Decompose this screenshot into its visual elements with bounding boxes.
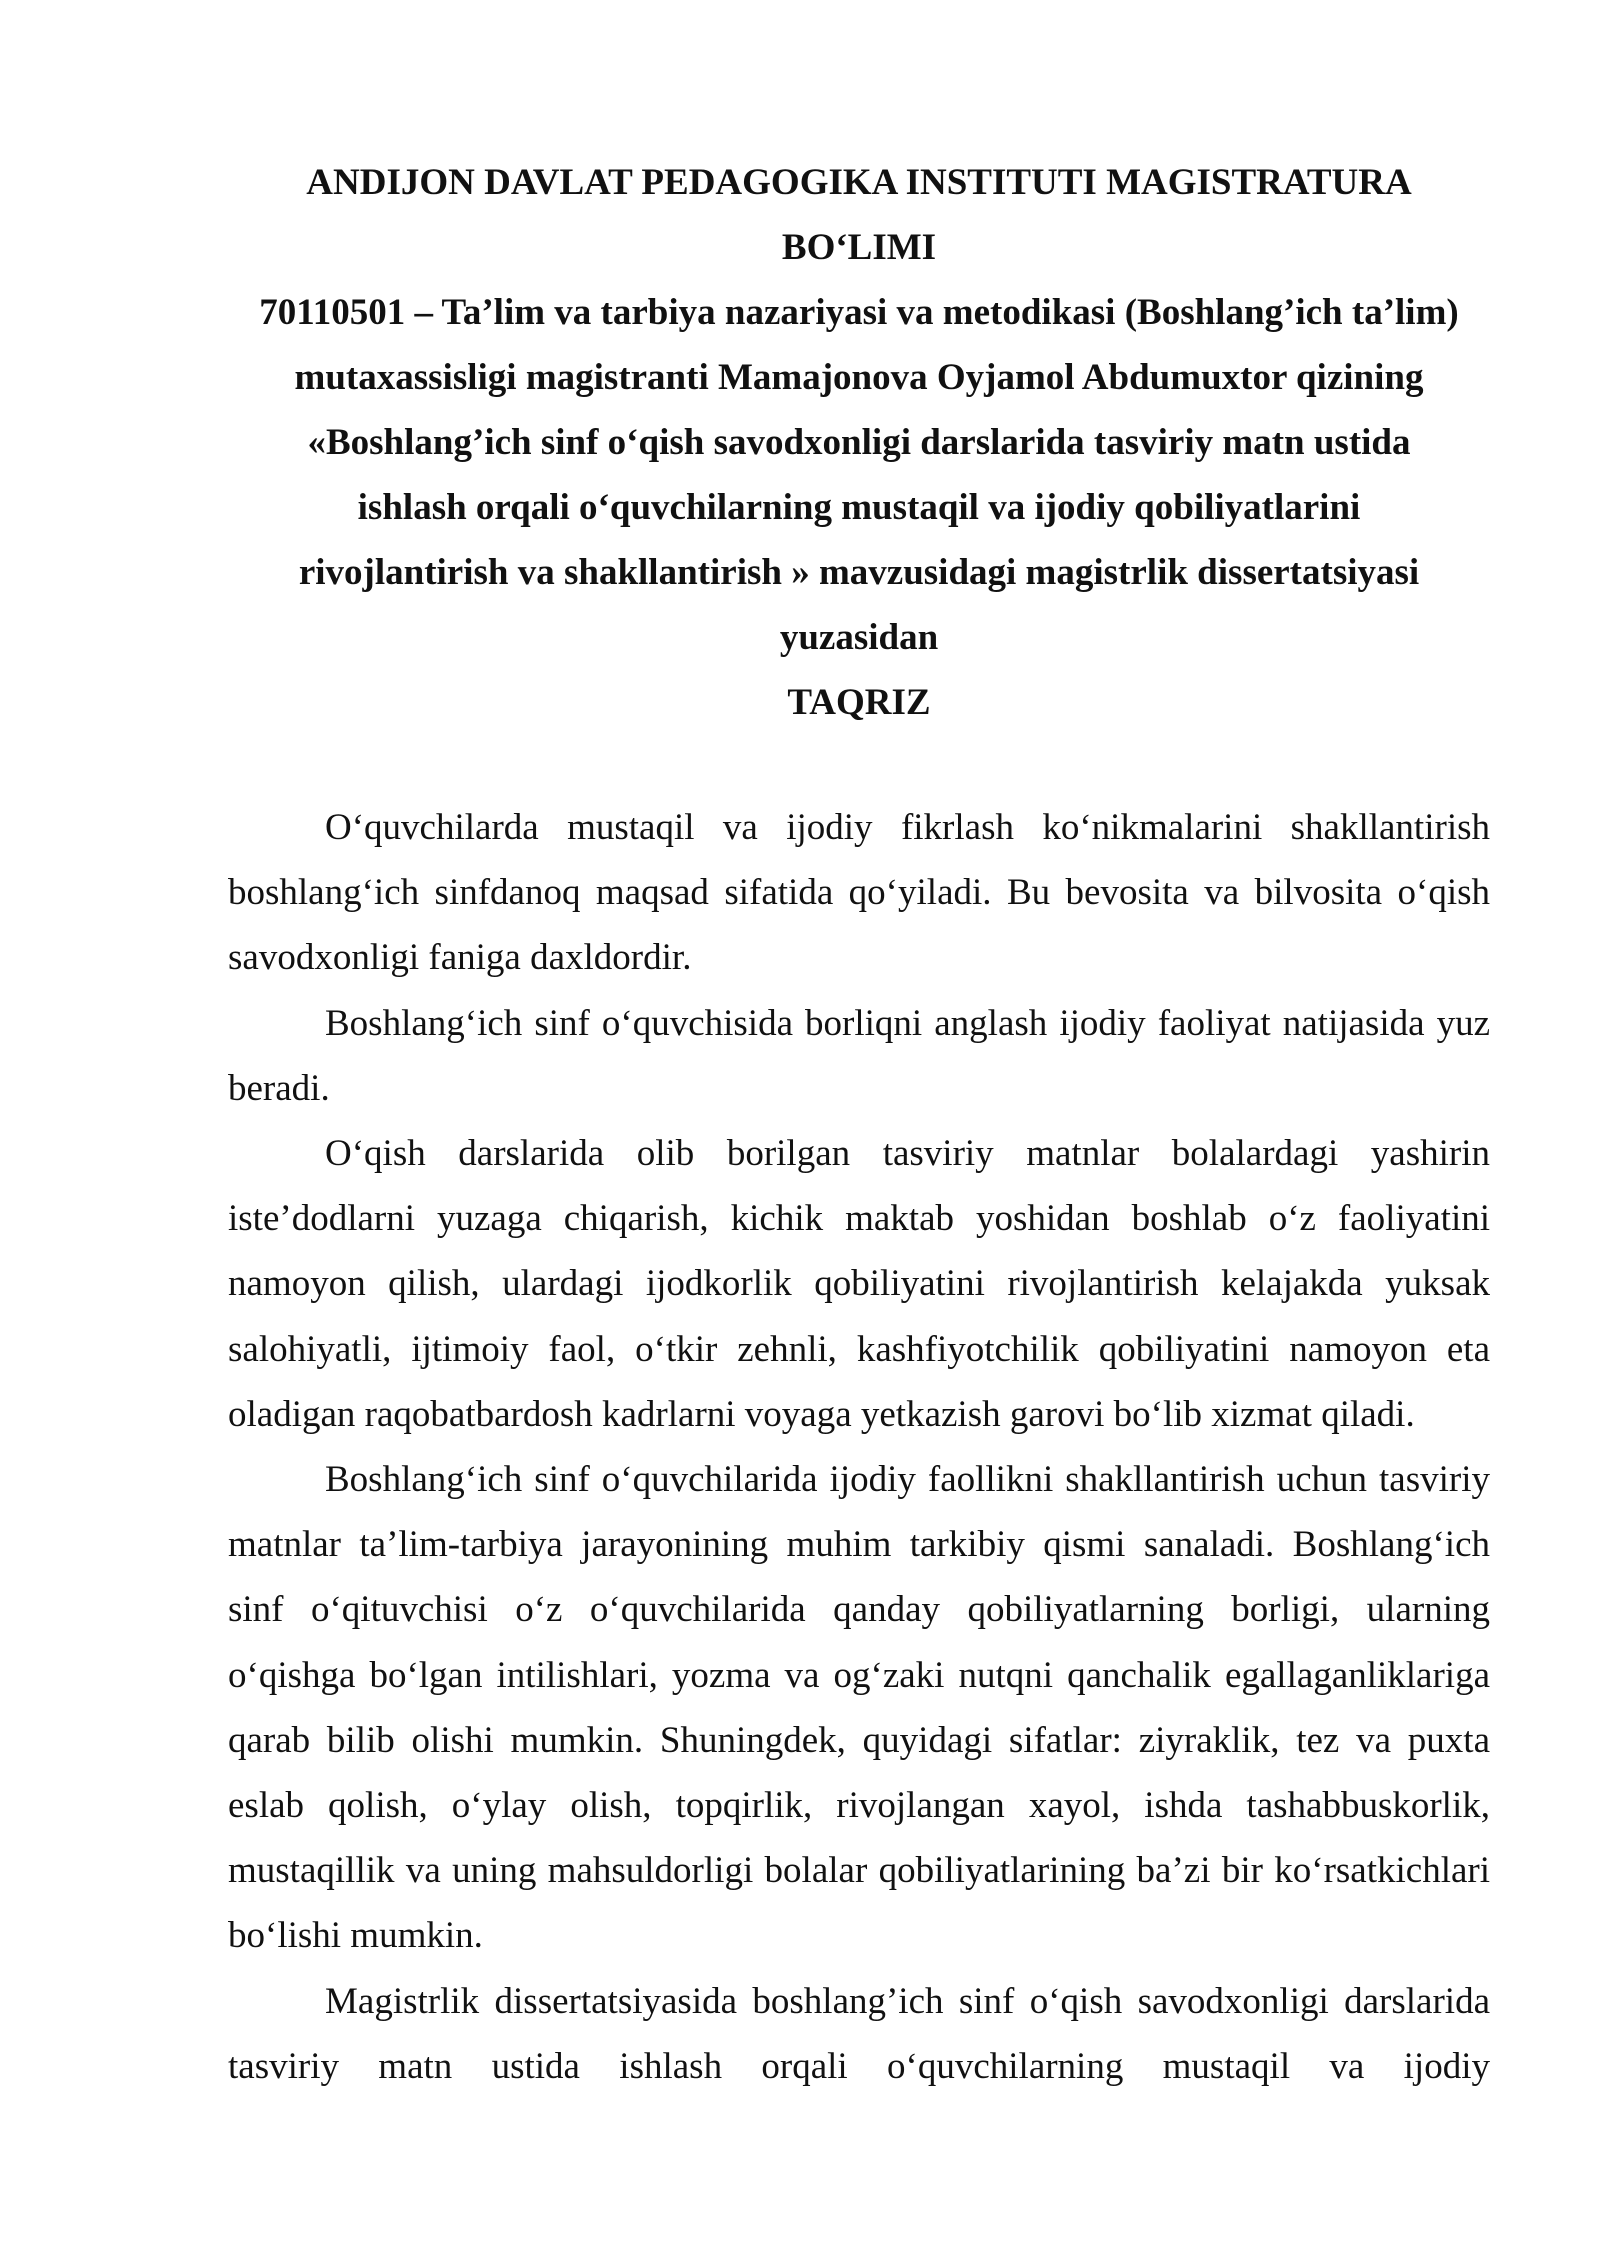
heading-line: 70110501 – Ta’lim va tarbiya nazariyasi va metodikasi (Boshlang’ich ta’lim)	[259, 292, 1459, 333]
document-heading	[228, 150, 1490, 670]
body-paragraph: Boshlang‘ich sinf o‘quvchilarida ijodiy faollikni shakllantirish uchun tasviriy matnlar ta’lim-tarbiya jarayonining muhim tarkibiy qismi sanaladi. Boshlang‘ich sinf o‘qituvchisi o‘z o‘quvchilarida qanday qobiliyatlarning borligi, ularning o‘qishga bo‘lgan intilishlari, yozma va og‘zaki nutqni qanchalik egallaganliklariga qarab bilib olishi mumkin. Shuningdek, quyidagi sifatlar: ziyraklik, tez va puxta eslab qolish, o‘ylay olish, topqirlik, rivojlangan xayol, ishda tashabbuskorlik, mustaqillik va uning mahsuldorligi bolalar qobiliyatlarining ba’zi bir ko‘rsatkichlari bo‘lishi mumkin.	[228, 1459, 1490, 1957]
heading-line: yuzasidan	[779, 617, 939, 658]
body-paragraph: Boshlang‘ich sinf o‘quvchisida borliqni anglash ijodiy faoliyat natijasida yuz beradi.	[228, 1002, 1490, 1109]
heading-line: mutaxassisligi magistranti Mamajonova Oyjamol Abdumuxtor qizining	[294, 357, 1424, 398]
document-title: TAQRIZ	[787, 682, 931, 723]
body-paragraph: Magistrlik dissertatsiyasida boshlang’ich sinf o‘qish savodxonligi darslarida tasviriy matn ustida ishlash orqali o‘quvchilarning mustaqil va ijodiy	[228, 1980, 1490, 2087]
document-page	[228, 150, 1490, 2099]
document-body	[228, 795, 1490, 2099]
body-paragraph: O‘qish darslarida olib borilgan tasviriy matnlar bolalardagi yashirin iste’dodlarni yuzaga chiqarish, kichik maktab yoshidan boshlab o‘z faoliyatini namoyon qilish, ulardagi ijodkorlik qobiliyatini rivojlantirish kelajakda yuksak salohiyatli, ijtimoiy faol, o‘tkir zehnli, kashfiyotchilik qobiliyatini namoyon eta oladigan raqobatbardosh kadrlarni voyaga yetkazish garovi bo‘lib xizmat qiladi.	[228, 1133, 1490, 1435]
body-paragraph: O‘quvchilarda mustaqil va ijodiy fikrlash ko‘nikmalarini shakllantirish boshlang‘ich sinfdanoq maqsad sifatida qo‘yiladi. Bu bevosita va bilvosita o‘qish savodxonligi faniga daxldordir.	[228, 807, 1490, 979]
heading-line: ANDIJON DAVLAT PEDAGOGIKA INSTITUTI MAGISTRATURA	[306, 162, 1412, 203]
heading-line: rivojlantirish va shakllantirish » mavzusidagi magistrlik dissertatsiyasi	[298, 552, 1420, 593]
heading-line: «Boshlang’ich sinf o‘qish savodxonligi darslarida tasviriy matn ustida	[307, 422, 1411, 463]
heading-line: ishlash orqali o‘quvchilarning mustaqil va ijodiy qobiliyatlarini	[357, 487, 1361, 528]
heading-line: BO‘LIMI	[781, 227, 937, 268]
